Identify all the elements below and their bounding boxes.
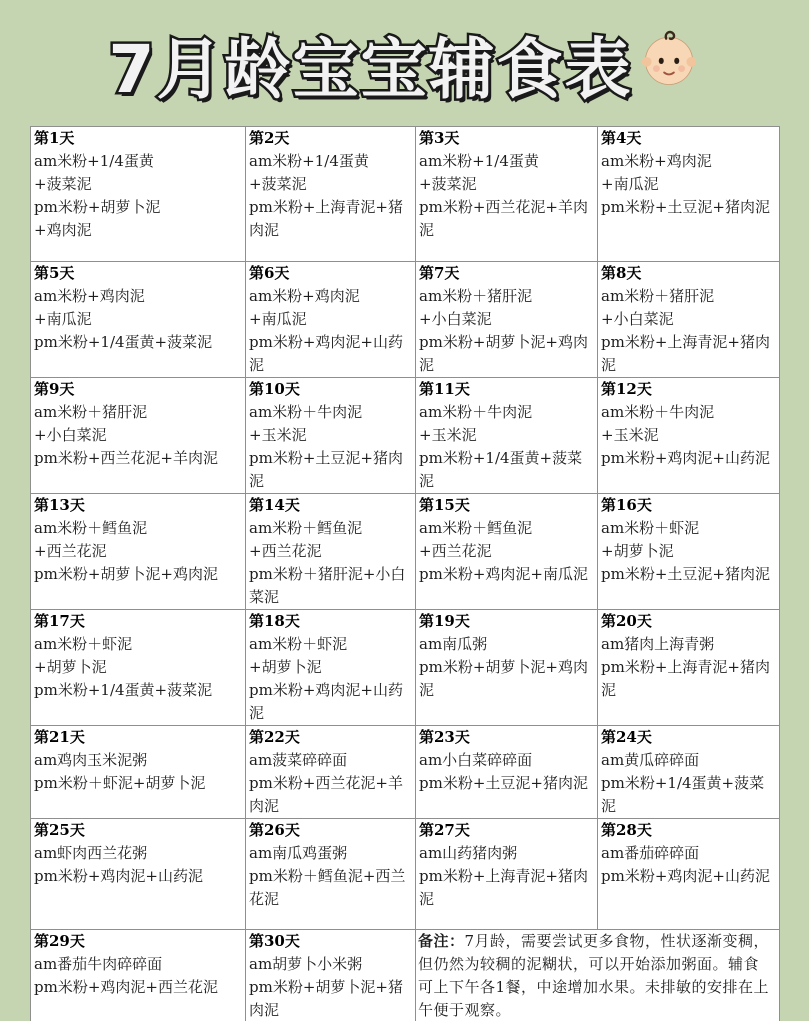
meal-line: pm米粉+土豆泥+猪肉泥 — [601, 198, 770, 216]
day-cell — [416, 378, 598, 494]
meal-line: am米粉+1/4蛋黄 — [249, 152, 369, 170]
note-cell — [416, 930, 780, 1021]
meal-line: am米粉+1/4蛋黄 — [34, 152, 154, 170]
meal-line: am米粉+鸡肉泥 — [601, 152, 712, 170]
day-label: 第8天 — [601, 264, 642, 282]
day-cell — [246, 494, 416, 610]
meal-line: am南瓜粥 — [419, 635, 488, 653]
meal-line: pm米粉+西兰花泥+羊 — [249, 774, 403, 792]
day-cell — [31, 819, 246, 930]
meal-line: 肉泥 — [249, 221, 280, 239]
meal-line: am番茄牛肉碎碎面 — [34, 955, 163, 973]
day-label: 第4天 — [601, 129, 642, 147]
meal-line: am米粉+1/4蛋黄 — [419, 152, 539, 170]
meal-line: pm米粉+鸡肉泥+山药 — [249, 333, 403, 351]
meal-line: pm米粉+1/4蛋黄+菠菜泥 — [419, 449, 583, 490]
meal-line: am菠菜碎碎面 — [249, 751, 348, 769]
meal-line: 泥 — [601, 681, 617, 699]
day-label: 第21天 — [34, 728, 85, 746]
meal-line: pm米粉+鸡肉泥+山药泥 — [34, 867, 203, 885]
day-label: 第17天 — [34, 612, 85, 630]
meal-line: pm米粉+土豆泥+猪肉泥 — [601, 565, 770, 583]
meal-line: +菠菜泥 — [249, 175, 307, 193]
meal-line: 泥 — [419, 221, 435, 239]
day-label: 第22天 — [249, 728, 300, 746]
table-row — [31, 930, 780, 1021]
day-label: 第15天 — [419, 496, 470, 514]
table-row — [31, 127, 780, 262]
meal-line: pm米粉+胡萝卜泥+猪 — [249, 978, 403, 996]
meal-line: am米粉＋鳕鱼泥 — [34, 519, 148, 537]
meal-line: pm米粉+1/4蛋黄+菠菜泥 — [34, 681, 213, 699]
meal-line: +鸡肉泥 — [34, 221, 92, 239]
meal-line: pm米粉+1/4蛋黄+菠菜 — [601, 774, 765, 792]
meal-line: pm米粉+土豆泥+猪肉泥 — [419, 774, 588, 792]
day-cell — [246, 819, 416, 930]
day-cell — [246, 726, 416, 819]
meal-line: +玉米泥 — [601, 426, 659, 444]
meal-line: +西兰花泥 — [34, 542, 107, 560]
day-cell — [31, 610, 246, 726]
meal-line: am米粉＋牛肉泥 — [601, 403, 715, 421]
day-label: 第9天 — [34, 380, 75, 398]
table-row — [31, 262, 780, 378]
meal-line: 泥 — [249, 704, 265, 722]
meal-line: +西兰花泥 — [419, 542, 492, 560]
day-label: 第1天 — [34, 129, 75, 147]
page-title — [0, 22, 809, 122]
day-cell — [31, 930, 246, 1021]
day-cell — [246, 378, 416, 494]
meal-line: am猪肉上海青粥 — [601, 635, 715, 653]
meal-line: 肉泥 — [249, 797, 280, 815]
day-cell — [416, 127, 598, 262]
meal-line: +胡萝卜泥 — [249, 658, 322, 676]
meal-line: +菠菜泥 — [419, 175, 477, 193]
meal-line: 泥 — [419, 356, 435, 374]
day-cell — [598, 726, 780, 819]
day-cell — [31, 726, 246, 819]
table-row — [31, 726, 780, 819]
meal-line: +菠菜泥 — [34, 175, 92, 193]
title-text: 7月龄宝宝辅食表 — [108, 31, 633, 108]
day-cell — [31, 262, 246, 378]
meal-line: am米粉＋牛肉泥 — [249, 403, 363, 421]
meal-line: pm米粉+上海青泥+猪肉 — [601, 333, 770, 351]
note-text: 7月龄，需要尝试更多食物，性状逐渐变稠，但仍然为较稠的泥糊状，可以开始添加粥面。辅食可上下午各1餐，中途增加水果。未排敏的安排在上午便于观察。 — [418, 932, 770, 1019]
meal-line: 泥 — [419, 681, 435, 699]
day-label: 第13天 — [34, 496, 85, 514]
table-row — [31, 610, 780, 726]
meal-line: pm米粉+上海青泥+猪 — [249, 198, 403, 216]
meal-line: am米粉＋猪肝泥 — [34, 403, 148, 421]
meal-line: am鸡肉玉米泥粥 — [34, 751, 148, 769]
day-cell — [598, 610, 780, 726]
meal-line: am胡萝卜小米粥 — [249, 955, 363, 973]
day-label: 第23天 — [419, 728, 470, 746]
meal-line: +小白菜泥 — [419, 310, 492, 328]
day-cell — [31, 494, 246, 610]
day-label: 第2天 — [249, 129, 290, 147]
baby-face-icon — [638, 26, 700, 122]
meal-line: +胡萝卜泥 — [601, 542, 674, 560]
day-cell — [416, 726, 598, 819]
day-label: 第24天 — [601, 728, 652, 746]
day-label: 第5天 — [34, 264, 75, 282]
day-cell — [416, 262, 598, 378]
meal-line: am小白菜碎碎面 — [419, 751, 533, 769]
meal-line: am米粉＋虾泥 — [601, 519, 700, 537]
meal-line: am黄瓜碎碎面 — [601, 751, 700, 769]
meal-line: pm米粉+胡萝卜泥+鸡肉泥 — [34, 565, 218, 583]
meal-line: am山药猪肉粥 — [419, 844, 518, 862]
day-label: 第3天 — [419, 129, 460, 147]
meal-line: pm米粉＋鳕鱼泥+西兰 — [249, 867, 406, 885]
meal-line: pm米粉+鸡肉泥+山药泥 — [601, 449, 770, 467]
day-label: 第6天 — [249, 264, 290, 282]
meal-line: am米粉＋鳕鱼泥 — [249, 519, 363, 537]
meal-line: am南瓜鸡蛋粥 — [249, 844, 348, 862]
table-row — [31, 378, 780, 494]
table-row — [31, 819, 780, 930]
meal-line: +南瓜泥 — [34, 310, 92, 328]
meal-line: pm米粉＋猪肝泥+小白 — [249, 565, 406, 583]
meal-line: am米粉＋鳕鱼泥 — [419, 519, 533, 537]
day-label: 第14天 — [249, 496, 300, 514]
meal-line: 菜泥 — [249, 588, 280, 606]
meal-line: 泥 — [601, 356, 617, 374]
day-label: 第27天 — [419, 821, 470, 839]
day-cell — [246, 262, 416, 378]
meal-line: pm米粉+鸡肉泥+西兰花泥 — [34, 978, 218, 996]
meal-line: am米粉+鸡肉泥 — [249, 287, 360, 305]
meal-line: 泥 — [419, 890, 435, 908]
meal-line: am米粉+鸡肉泥 — [34, 287, 145, 305]
meal-line: am米粉＋牛肉泥 — [419, 403, 533, 421]
meal-line: +胡萝卜泥 — [34, 658, 107, 676]
day-cell — [416, 494, 598, 610]
meal-line: pm米粉+1/4蛋黄+菠菜泥 — [34, 333, 213, 351]
note-label: 备注： — [418, 932, 465, 950]
meal-line: pm米粉＋虾泥+胡萝卜泥 — [34, 774, 206, 792]
day-cell — [31, 378, 246, 494]
day-label: 第12天 — [601, 380, 652, 398]
meal-line: pm米粉+胡萝卜泥 — [34, 198, 161, 216]
meal-line: 肉泥 — [249, 1001, 280, 1019]
meal-line: pm米粉+西兰花泥+羊肉 — [419, 198, 588, 216]
day-cell — [598, 494, 780, 610]
meal-line: +玉米泥 — [249, 426, 307, 444]
meal-line: pm米粉+胡萝卜泥+鸡肉 — [419, 658, 588, 676]
day-label: 第19天 — [419, 612, 470, 630]
day-label: 第7天 — [419, 264, 460, 282]
day-cell — [598, 378, 780, 494]
day-cell — [416, 610, 598, 726]
day-label: 第28天 — [601, 821, 652, 839]
meal-line: +玉米泥 — [419, 426, 477, 444]
day-cell — [598, 262, 780, 378]
day-cell — [31, 127, 246, 262]
meal-line: pm米粉+鸡肉泥+山药泥 — [601, 867, 770, 885]
day-label: 第18天 — [249, 612, 300, 630]
meal-line: +南瓜泥 — [601, 175, 659, 193]
meal-line: am米粉＋猪肝泥 — [601, 287, 715, 305]
day-cell — [246, 127, 416, 262]
meal-line: 泥 — [249, 356, 265, 374]
day-label: 第26天 — [249, 821, 300, 839]
meal-line: pm米粉+上海青泥+猪肉 — [419, 867, 588, 885]
meal-line: +小白菜泥 — [601, 310, 674, 328]
day-label: 第11天 — [419, 380, 470, 398]
day-cell — [246, 930, 416, 1021]
table-row — [31, 494, 780, 610]
meal-line: pm米粉+胡萝卜泥+鸡肉 — [419, 333, 588, 351]
day-cell — [246, 610, 416, 726]
meal-line: am虾肉西兰花粥 — [34, 844, 148, 862]
day-label: 第10天 — [249, 380, 300, 398]
meal-line: am番茄碎碎面 — [601, 844, 700, 862]
meal-line: pm米粉+鸡肉泥+山药 — [249, 681, 403, 699]
day-cell — [598, 127, 780, 262]
day-cell — [416, 819, 598, 930]
meal-line: pm米粉+土豆泥+猪肉 — [249, 449, 403, 467]
day-label: 第30天 — [249, 932, 300, 950]
day-label: 第20天 — [601, 612, 652, 630]
meal-line: +小白菜泥 — [34, 426, 107, 444]
day-cell — [598, 819, 780, 930]
meal-plan-sheet — [30, 126, 779, 1021]
meal-line: pm米粉+鸡肉泥+南瓜泥 — [419, 565, 588, 583]
day-label: 第16天 — [601, 496, 652, 514]
day-label: 第29天 — [34, 932, 85, 950]
meal-plan-table — [30, 126, 780, 1021]
meal-line: 泥 — [601, 797, 617, 815]
meal-line: +南瓜泥 — [249, 310, 307, 328]
meal-line: pm米粉+西兰花泥+羊肉泥 — [34, 449, 218, 467]
meal-line: pm米粉+上海青泥+猪肉 — [601, 658, 770, 676]
day-label: 第25天 — [34, 821, 85, 839]
meal-line: 花泥 — [249, 890, 280, 908]
meal-line: am米粉＋虾泥 — [249, 635, 348, 653]
meal-line: +西兰花泥 — [249, 542, 322, 560]
meal-line: am米粉＋猪肝泥 — [419, 287, 533, 305]
meal-line: am米粉＋虾泥 — [34, 635, 133, 653]
meal-line: 泥 — [249, 472, 265, 490]
